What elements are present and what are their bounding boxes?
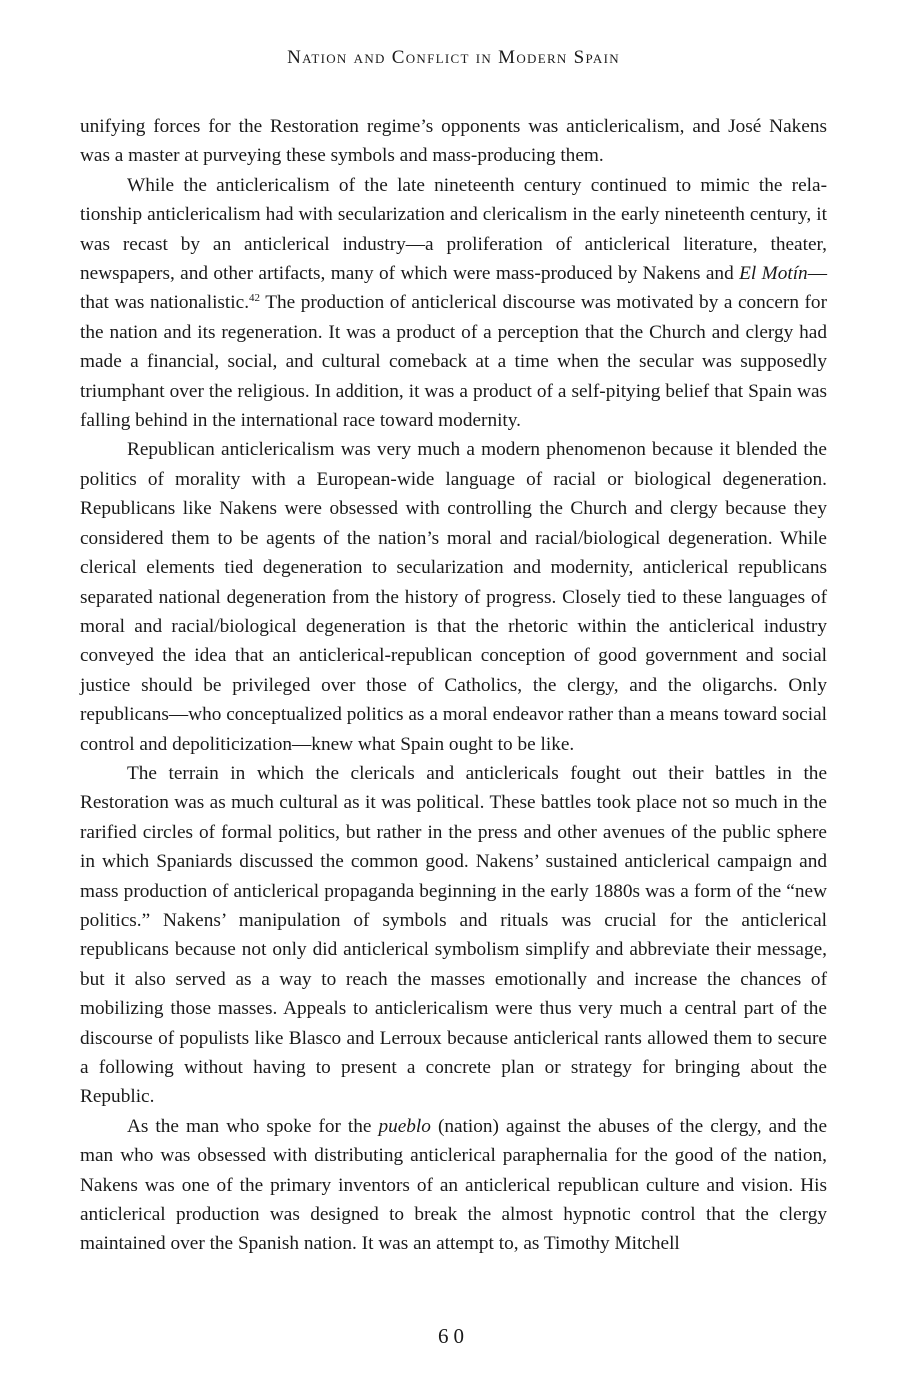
footnote-marker-42: 42 (249, 292, 261, 305)
paragraph-5 (80, 1112, 827, 1259)
newspaper-title-el-motin: El Motín (739, 263, 808, 285)
paragraph-2 (80, 171, 827, 436)
paragraph-5-text-a: As the man who spoke for the (127, 1115, 379, 1137)
paragraph-1-text: unifying forces for the Restoration regime’s opponents was anticlericalism, and José Nakens was a master at purveying these symbols and mass-producing them. (80, 116, 827, 167)
paragraph-4-text: The terrain in which the clericals and anticlericals fought out their battles in the Restoration was as much cultural as it was political. These battles took place not so much in the rarified circles of formal politics, but rather in the press and other avenues of the public sphere in which Spaniards discussed the common good. Nakens’ sustained anticlerical campaign and mass production of anticlerical propaganda beginning in the early 1880s was a form of the “new politics.” Nakens’ manipulation of symbols and rituals was crucial for the anticlerical republicans because not only did anticlerical symbolism simplify and abbreviate their message, but it also served as a way to reach the masses emotionally and increase the chances of mobilizing those masses. Appeals to anticlericalism were thus very much a central part of the discourse of populists like Blasco and Lerroux because anticlerical rants allowed them to secure a following without having to present a concrete plan or strategy for bringing about the Republic. (80, 762, 827, 1108)
paragraph-4 (80, 759, 827, 1112)
term-pueblo: pueblo (378, 1115, 431, 1137)
paragraph-2-text-b: — that was nationalistic. (80, 263, 827, 314)
paragraph-1 (80, 112, 827, 171)
running-head: Nation and Conflict in Modern Spain (287, 47, 620, 68)
paragraph-2-text-c: The production of anticlerical discourse was motivated by a concern for the nation and its regeneration. It was a product of a perception that the Church and clergy had made a financial, social, and cultural comeback at a time when the secular was supposedly triumphant over the religious. In addition, it was a product of a self-pitying belief that Spain was falling behind in the international race toward modernity. (80, 292, 827, 432)
paragraph-3-text: Republican anticlericalism was very much a modern phenomenon because it blended the politics of morality with a European-wide language of racial or biological degeneration. Republicans like Nakens were obsessed with controlling the Church and clergy because they considered them to be agents of the nation’s moral and racial/biological degeneration. While clerical elements tied degeneration to secularization and modernity, anticlerical republicans separated national degeneration from the history of progress. Closely tied to these languages of moral and racial/biological degeneration is that the rhetoric within the anticlerical industry conveyed the idea that an anticlerical-republican conception of good government and social justice should be privileged over those of Catholics, the clergy, and the oligarchs. Only republicans—who conceptualized politics as a moral endeavor rather than a means toward social control and depoliticization—knew what Spain ought to be like. (80, 439, 827, 755)
paragraph-3 (80, 435, 827, 758)
paragraph-2-text-a: While the anticlericalism of the late nineteenth century continued to mimic the relationship anticlericalism had with secularization and clericalism in the early nineteenth century, it was recast by an anticlerical industry—a proliferation of anticlerical literature, theater, newspapers, and other artifacts, many of which were mass-produced by Nakens and (80, 174, 827, 285)
paragraph-5-text-b: (nation) against the abuses of the clergy, and the man who was obsessed with distributing anticlerical paraphernalia for the good of the nation, Nakens was one of the primary inventors of an anticlerical republican culture and vision. His anticlerical production was designed to break the almost hypnotic control that the clergy maintained over the Spanish nation. It was an attempt to, as Timothy Mitchell (80, 1115, 827, 1255)
body-text (80, 112, 827, 1259)
page-number: 60 (438, 1324, 469, 1348)
